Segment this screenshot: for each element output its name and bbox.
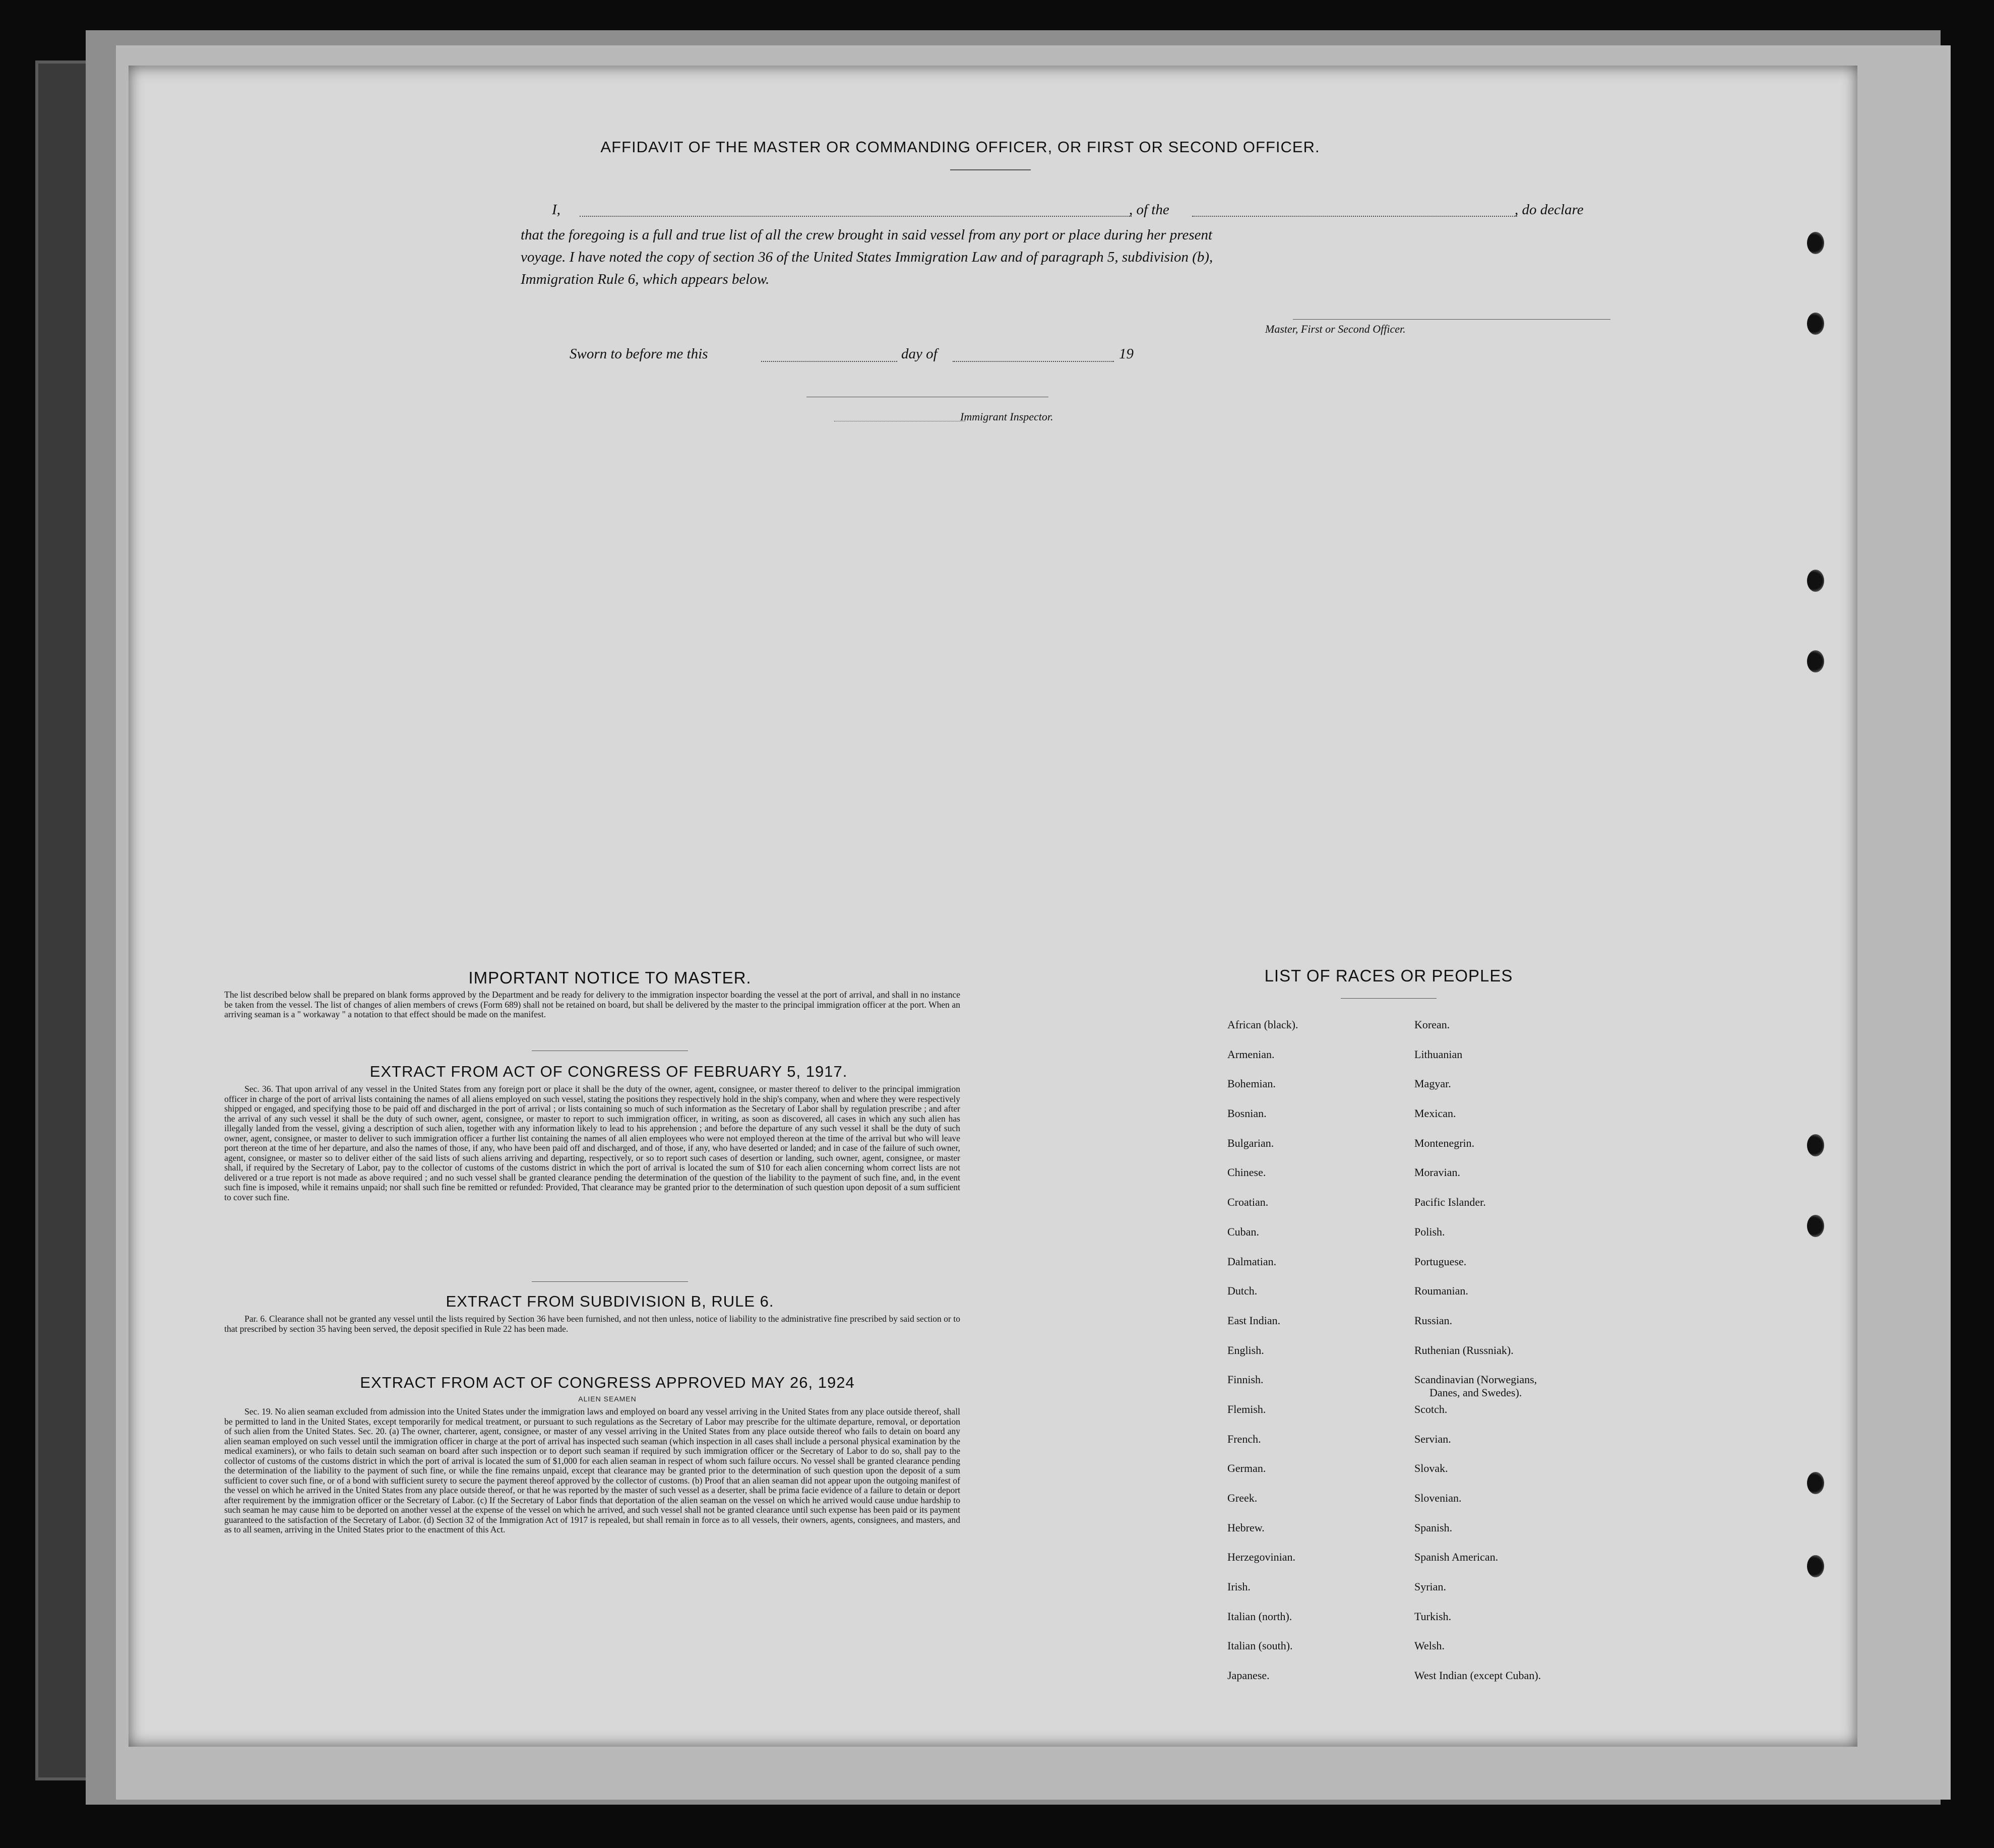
punch-hole <box>1807 313 1824 335</box>
name-blank <box>580 216 1132 217</box>
race-item: Magyar. <box>1414 1077 1451 1090</box>
affidavit-line-2: that the foregoing is a full and true list of all the crew brought in said vessel from any port or place during her present <box>521 227 1213 243</box>
race-item: West Indian (except Cuban). <box>1414 1669 1541 1682</box>
affidavit-line-1-mid: , of the <box>1129 202 1169 218</box>
race-item: Turkish. <box>1414 1610 1452 1623</box>
month-blank <box>953 361 1114 362</box>
race-item: Roumanian. <box>1414 1284 1468 1298</box>
race-item: Bohemian. <box>1227 1077 1276 1090</box>
race-item: Japanese. <box>1227 1669 1270 1682</box>
race-item: Scotch. <box>1414 1402 1448 1415</box>
punch-hole <box>1807 232 1824 254</box>
extract-rule6-text: Par. 6. Clearance shall not be granted any vessel until the lists required by Section 36 have been furnished, and not then unless, notice of liability to the administrative fine prescribed by said section or to that prescribed by section 35 having been served, the deposit specified in Rule 22 has been made. <box>224 1314 960 1334</box>
race-item: English. <box>1227 1343 1264 1357</box>
race-item: Bulgarian. <box>1227 1136 1274 1149</box>
affidavit-line-1-end: , do declare <box>1515 202 1584 218</box>
inspector-label: Immigrant Inspector. <box>960 410 1053 423</box>
race-item: Dutch. <box>1227 1284 1258 1298</box>
race-item: Russian. <box>1414 1314 1453 1327</box>
extract-1924-title: EXTRACT FROM ACT OF CONGRESS APPROVED MAY 26, 1924 <box>360 1374 855 1391</box>
extract-rule6-title: EXTRACT FROM SUBDIVISION B, RULE 6. <box>446 1292 774 1310</box>
affidavit-line-3: voyage. I have noted the copy of section 36 of the United States Immigration Law and of paragraph 5, subdivision (b), <box>521 249 1213 265</box>
race-item: Italian (south). <box>1227 1639 1293 1652</box>
punch-hole <box>1807 1472 1824 1494</box>
race-item <box>1414 1373 1646 1403</box>
race-item: Hebrew. <box>1227 1521 1265 1534</box>
race-item: Greek. <box>1227 1492 1258 1504</box>
sworn-day-of: day of <box>901 346 938 362</box>
race-item: Slovak. <box>1414 1462 1448 1475</box>
race-item: Dalmatian. <box>1227 1255 1277 1268</box>
document-page <box>129 66 1857 1747</box>
race-item: Portuguese. <box>1414 1255 1467 1268</box>
sworn-year: 19 <box>1119 346 1134 362</box>
race-item: Cuban. <box>1227 1225 1259 1238</box>
divider <box>1341 998 1437 999</box>
race-item: Italian (north). <box>1227 1610 1292 1623</box>
race-item: Korean. <box>1414 1018 1450 1031</box>
signature-label: Master, First or Second Officer. <box>1265 323 1406 335</box>
race-item: Irish. <box>1227 1580 1251 1593</box>
vessel-blank <box>1192 216 1517 217</box>
race-item: Chinese. <box>1227 1166 1266 1179</box>
punch-hole <box>1807 570 1824 592</box>
sworn-statement: Sworn to before me this <box>570 346 708 362</box>
extract-1917-text: Sec. 36. That upon arrival of any vessel in the United States from any foreign port or place it shall be the duty of the owner, agent, consignee, or master thereof to deliver to the principal immigration officer in charge of the port of arrival lists containing the names of all aliens employed on such vessel, stating the positions they respectively hold in the ship's company, when and where they were respectively shipped or engaged, and specifying those to be paid off and discharged in the port of arrival ; or lists containing so much of such information as the Secretary of Labor shall by regulation prescribe ; and after the arrival of any such vessel it shall be the duty of such owner, agent, consignee, or master to report to such immigration officer, in writing, as soon as discovered, all cases in which any such alien has illegally landed from the vessel, giving a description of such alien, together with any information likely to lead to his apprehension ; and before the departure of any such vessel it shall be the duty of such owner, agent, consignee, or master to deliver to such immigration officer a further list containing the names of all alien employees who were not employed thereon at the time of the arrival but who will leave port thereon at the time of her departure, and also the names of those, if any, who have been paid off and discharged, and of those, if any, who have deserted or landed; and in case of the failure of such owner, agent, consignee, or master so to deliver either of the said lists of such aliens arriving and departing, respectively, or so to report such cases of desertion or landing, such owner, agent, consignee, or master shall, if required by the Secretary of Labor, pay to the collector of customs of the customs district in which the port of arrival is located the sum of $10 for each alien concerning whom correct lists are not delivered or a true report is not made as above required ; and no such vessel shall be granted clearance pending the determination of the question of the liability to the payment of such fine, and, in the event such fine is imposed, while it remains unpaid; nor shall such fine be remitted or refunded: Provided, That clearance may be granted prior to the determination of such question upon deposit of a sum sufficient to cover such fine. <box>224 1084 960 1202</box>
affidavit-line-4: Immigration Rule 6, which appears below. <box>521 271 770 287</box>
notice-title: IMPORTANT NOTICE TO MASTER. <box>468 968 752 987</box>
affidavit-title: AFFIDAVIT OF THE MASTER OR COMMANDING OFFICER, OR FIRST OR SECOND OFFICER. <box>600 138 1320 156</box>
race-item-continuation: Danes, and Swedes). <box>1429 1386 1522 1399</box>
punch-hole <box>1807 1134 1824 1156</box>
race-item: German. <box>1227 1462 1266 1475</box>
day-blank <box>761 361 897 362</box>
race-item: Lithuanian <box>1414 1048 1463 1061</box>
race-item: Armenian. <box>1227 1048 1275 1061</box>
race-item: Finnish. <box>1227 1373 1264 1386</box>
races-left-column <box>1227 1018 1419 1699</box>
extract-1924-text: Sec. 19. No alien seaman excluded from admission into the United States under the immigration laws and employed on board any vessel arriving in the United States from any place outside thereof, shall be permitted to land in the United States, except temporarily for medical treatment, or pursuant to such regulations as the Secretary of Labor may prescribe for the ultimate departure, removal, or deportation of such alien from the United States. Sec. 20. (a) The owner, charterer, agent, consignee, or master of any vessel arriving in the United States from any place outside thereof who fails to detain on board any alien seaman employed on such vessel until the immigration officer in charge at the port of arrival has inspected such seaman (which inspection in all cases shall include a personal physical examination by the medical examiners), or who fails to detain such seaman on board after such inspection or to deport such seaman if required by such immigration officer or the Secretary of Labor to do so, shall pay to the collector of customs of the customs district in which the port of arrival is located the sum of $1,000 for each alien seaman in respect of whom such failure occurs. No vessel shall be granted clearance pending the determination of the liability to the payment of such fine, or while the fine remains unpaid, except that clearance may be granted prior to the determination of such question upon the deposit of a sum sufficient to cover such fine, or of a bond with sufficient surety to secure the payment thereof approved by the collector of customs. (b) Proof that an alien seaman did not appear upon the outgoing manifest of the vessel on which he arrived in the United States from any place outside thereof, or that he was reported by the master of such vessel as a deserter, shall be prima facie evidence of a failure to detain or deport after requirement by the immigration officer or the Secretary of Labor. (c) If the Secretary of Labor finds that deportation of the alien seaman on the vessel on which he arrived would cause undue hardship to such seaman he may cause him to be deported on another vessel at the expense of the vessel on which he arrived, and such vessel shall not be granted clearance until such expense has been paid or its payment guaranteed to the satisfaction of the Secretary of Labor. (d) Section 32 of the Immigration Act of 1917 is repealed, but shall remain in force as to all vessels, their owners, agents, consignees, and masters, and as to all seamen, arriving in the United States prior to the enactment of this Act. <box>224 1406 961 1534</box>
punch-hole <box>1807 650 1824 672</box>
race-item: French. <box>1227 1432 1261 1445</box>
race-item: Welsh. <box>1414 1639 1445 1652</box>
extract-1924-subtitle: ALIEN SEAMEN <box>578 1395 637 1403</box>
race-item: Polish. <box>1414 1225 1445 1238</box>
race-item: Bosnian. <box>1227 1107 1267 1120</box>
races-right-column <box>1414 1018 1646 1699</box>
race-item: African (black). <box>1227 1018 1298 1031</box>
race-item: Mexican. <box>1414 1107 1456 1120</box>
divider <box>532 1281 688 1282</box>
race-item: Montenegrin. <box>1414 1136 1475 1149</box>
race-item: Spanish. <box>1414 1521 1453 1534</box>
race-item: Flemish. <box>1227 1402 1266 1415</box>
signature-line <box>1293 319 1610 320</box>
race-item: Syrian. <box>1414 1580 1446 1593</box>
extract-1917-title: EXTRACT FROM ACT OF CONGRESS OF FEBRUARY 5, 1917. <box>369 1063 848 1080</box>
divider <box>950 169 1031 170</box>
race-item: Croatian. <box>1227 1196 1269 1209</box>
race-item: East Indian. <box>1227 1314 1281 1327</box>
notice-text: The list described below shall be prepared on blank forms approved by the Department and be ready for delivery to the immigration inspector boarding the vessel at the port of arrival, and shall in no instance be taken from the vessel. The list of changes of alien members of crews (Form 689) shall not be retained on board, but shall be delivered by the master to the principal immigration officer at the port. When an arriving seaman is a " workaway " a notation to that effect should be made on the manifest. <box>224 990 960 1019</box>
race-item: Slovenian. <box>1414 1492 1462 1504</box>
affidavit-line-1-start: I, <box>552 202 560 218</box>
race-item: Spanish American. <box>1414 1551 1499 1564</box>
race-item: Ruthenian (Russniak). <box>1414 1343 1514 1357</box>
race-item: Herzegovinian. <box>1227 1551 1295 1564</box>
race-item: Servian. <box>1414 1432 1451 1445</box>
races-title: LIST OF RACES OR PEOPLES <box>1264 966 1513 985</box>
punch-hole <box>1807 1555 1824 1577</box>
race-item: Moravian. <box>1414 1166 1461 1179</box>
race-item-label: Scandinavian (Norwegians, <box>1414 1373 1537 1386</box>
punch-hole <box>1807 1215 1824 1237</box>
race-item: Pacific Islander. <box>1414 1196 1486 1209</box>
